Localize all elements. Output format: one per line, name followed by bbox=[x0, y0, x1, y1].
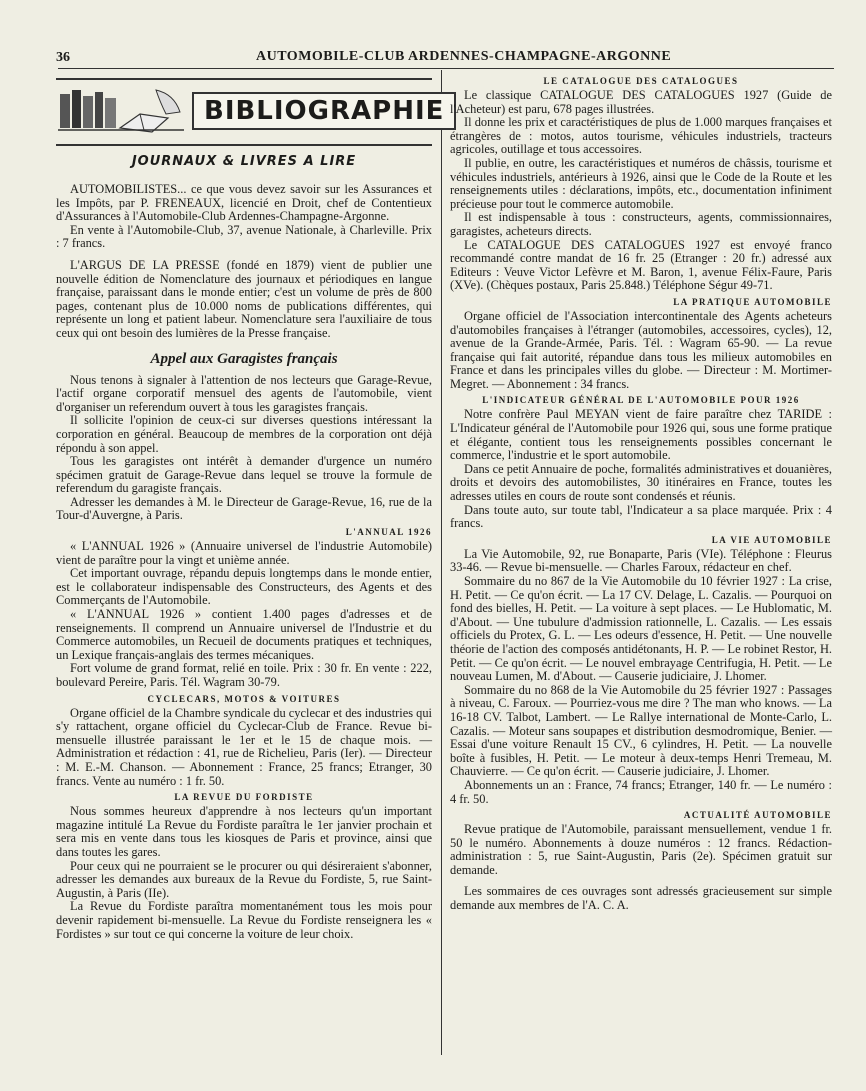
article-paragraph: Organe officiel de la Chambre syndicale du cyclecar et des industries qui s'y rattachent, organe officiel du Cyclecar-Club de France. Revue bi-mensuelle illustrée paraissant le 1er et le 15 de chaque mois. — Administration et rédaction : 41, rue de Richelieu, Paris (Ier). — Directeur : M. E.-M. Chanson. — Abonnement : France, 25 francs; Etranger, 30 francs. Vente au numéro : 1 fr. 50. bbox=[56, 705, 432, 788]
article-paragraph: Il sollicite l'opinion de ceux-ci sur diverses questions intéressant la corporation en général. Beaucoup de membres de la corporation ont déjà répondu à son appel. bbox=[56, 413, 432, 455]
article-paragraph: La Revue du Fordiste paraîtra momentanément tous les mois pour devenir rapidement bi-mensuelle. La Revue du Fordiste renseignera les « Fordistes » sur tout ce qui concerne la voiture de leur choix. bbox=[56, 899, 432, 941]
article-paragraph: Tous les garagistes ont intérêt à demander d'urgence un numéro spécimen gratuit de Garage-Revue dans lequel se trouve la formule de referendum du garagiste français. bbox=[56, 454, 432, 496]
article-paragraph: Il donne les prix et caractéristiques de plus de 1.000 marques françaises et étrangères de : motos, autos tourisme, véhicules industriels, tracteurs agricoles, outillage et tous accessoires. bbox=[450, 115, 832, 157]
article-paragraph: Notre confrère Paul MEYAN vient de faire paraître chez TARIDE : L'Indicateur général de l'Automobile pour 1926 qui, sous une forme pratique et élégante, contient tous les renseignements possibles concernant le commerce, l'industrie et le sport automobile. bbox=[450, 407, 832, 463]
article-paragraph: Dans ce petit Annuaire de poche, formalités administratives et douanières, droits et devoirs des automobilistes, 30 itinéraires en France, toutes les adresses utiles en cours de route sont condensés et réunis. bbox=[450, 461, 832, 504]
article-paragraph: Il publie, en outre, les caractéristiques et numéros de châssis, tourisme et véhicules industriels, antérieurs à 1926, ainsi que le Code de la Route et les renseignements utiles : déclarations, impôts, etc., documentation infiniment précieuse pour tout le commerce automobile. bbox=[450, 155, 832, 211]
article-paragraph: Adresser les demandes à M. le Directeur de Garage-Revue, 16, rue de la Tour-d'Auvergne, à Paris. bbox=[56, 494, 432, 523]
article-paragraph: Nous sommes heureux d'apprendre à nos lecteurs qu'un important magazine intitulé La Revue du Fordiste paraîtra le 1er janvier prochain et sera mis en vente dans tous les kiosques de Paris et province, ainsi que dans toutes les gares. bbox=[56, 804, 432, 859]
column-divider bbox=[441, 70, 442, 1055]
article-paragraph: Nous tenons à signaler à l'attention de nos lecteurs que Garage-Revue, l'actif organe corporatif mensuel des agents de l'automobile, vient d'organiser un referendum ouvert à tous les garagistes français. bbox=[56, 372, 432, 414]
article-paragraph: Sommaire du no 867 de la Vie Automobile du 10 février 1927 : La crise, H. Petit. — Ce qu'on écrit. — La 17 CV. Delage, L. Cazalis. — Pourquoi on fond des bielles, H. Petit. — La voiture à sept places. — Le Hublomatic, M. d'About. — Une tubulure d'admission rationnelle, L. Cazalis. — Les essais officiels du Protex, G. L. — Les odeurs d'essence, H. Petit. — Une nouvelle théorie de l'action des composés antidétonants, H. P. — Le robinet Restor, H. Petit. — Ce qu'on écrit. — Le nouvel embrayage Centrifugia, H. Petit. — Le nouveau Lumen, M. d'About. — Causerie judiciaire, J. Lhomer. bbox=[450, 574, 832, 684]
bibliographie-title: BIBLIOGRAPHIE bbox=[192, 92, 456, 130]
section-heading: LA VIE AUTOMOBILE bbox=[711, 534, 832, 545]
article-paragraph: L'ARGUS DE LA PRESSE (fondé en 1879) vient de publier une nouvelle édition de Nomenclature des journaux et périodiques en langue française, paraissant dans le monde entier; c'est un volume de près de 800 pages, contenant plus de 10.000 noms de publications différentes, qui représente un long et patient labeur. Nomenclature sera l'auxiliaire de tous ceux qui ont besoin des lumières de la Presse française. bbox=[56, 257, 432, 340]
article-paragraph: « L'ANNUAL 1926 » contient 1.400 pages d'adresses et de renseignements. Il comprend un Annuaire universel de l'Industrie et du Commerce automobiles, un Recueil de documents pratiques et techniques, un Lexique français-anglais des termes mécaniques. bbox=[56, 607, 432, 662]
books-quill-illustration bbox=[56, 84, 186, 138]
article-paragraph: Sommaire du no 868 de la Vie Automobile du 25 février 1927 : Passages à niveau, C. Faroux. — Pourriez-vous me dire ? The man who knows. — La 16-18 CV. Talbot, Lambert. — Le Rallye international de Monte-Carlo, L. Cazalis. — Moteur sans soupapes et distribution desmodromique, Benier. — Essai d'une voiture Renault 15 CV., 6 cylindres, H. Petit. — La nouvelle boîte à fusibles, H. Petit. — Le moteur à deux-temps Henri Tremeau, M. Chauvierre. — Ce qu'on écrit. — Causerie judiciaire, J. Lhomer. bbox=[450, 682, 832, 779]
article-paragraph: Revue pratique de l'Automobile, paraissant mensuellement, vendue 1 fr. 50 le numéro. Abonnements à douze numéros : 12 francs. Rédaction-administration : 5, rue Saint-Augustin, Paris (2e). Spécimen gratuit sur demande. bbox=[450, 822, 832, 877]
article-paragraph: Dans toute auto, sur toute tabl, l'Indicateur a sa place marquée. Prix : 4 francs. bbox=[450, 502, 832, 531]
section-subtitle: JOURNAUX & LIVRES A LIRE bbox=[131, 154, 357, 169]
section-heading: ACTUALITÉ AUTOMOBILE bbox=[683, 810, 832, 821]
article-paragraph: La Vie Automobile, 92, rue Bonaparte, Paris (VIe). Téléphone : Fleurus 33-46. — Revue bi-mensuelle. — Charles Faroux, rédacteur en chef. bbox=[450, 546, 832, 575]
article-paragraph: Pour ceux qui ne pourraient se le procurer ou qui désireraient s'abonner, adresser les demandes aux bureaux de la Revue du Fordiste, 5, rue Saint-Augustin, à Paris (IIe). bbox=[56, 858, 432, 900]
section-heading: LE CATALOGUE DES CATALOGUES bbox=[543, 76, 739, 86]
article-paragraph: Il est indispensable à tous : constructeurs, agents, commissionnaires, garagistes, acheteurs directs. bbox=[450, 210, 832, 238]
article-paragraph: Organe officiel de l'Association intercontinentale des Agents acheteurs d'automobiles françaises à l'étranger (automobiles, accessoires, cycles), 12, avenue de la Grande-Armée, Paris. Tél. : Wagram 65-90. — La revue française qui fait autorité, répandue dans tous les milieux automobiles en France et dans les principales villes du globe. — Directeur : M. Mortimer-Megret. — Abonnement : 34 francs. bbox=[450, 308, 832, 391]
section-heading: LA PRATIQUE AUTOMOBILE bbox=[673, 296, 832, 307]
article-paragraph: Fort volume de grand format, relié en toile. Prix : 30 fr. En vente : 222, boulevard Pereire, Paris. Tél. Wagram 30-79. bbox=[56, 661, 432, 689]
page-header bbox=[46, 48, 826, 68]
article-paragraph: Le classique CATALOGUE DES CATALOGUES 1927 (Guide de l'Acheteur) est paru, 678 pages illustrées. bbox=[450, 88, 832, 116]
header-rule bbox=[58, 68, 834, 69]
section-heading: L'ANNUAL 1926 bbox=[345, 527, 432, 538]
article-paragraph: AUTOMOBILISTES... ce que vous devez savoir sur les Assurances et les Impôts, par P. FRENEAUX, licencié en Droit, chef de Contentieux d'Assurances à l'Automobile-Club Ardennes-Champagne-Argonne. bbox=[56, 182, 432, 224]
article-paragraph: Cet important ouvrage, répandu depuis longtemps dans le monde entier, est le collaborateur indispensable des Constructeurs, des Agents et des Commerçants de l'Automobile. bbox=[56, 566, 432, 608]
running-title: AUTOMOBILE-CLUB ARDENNES-CHAMPAGNE-ARGONNE bbox=[256, 49, 672, 64]
section-heading: CYCLECARS, MOTOS & VOITURES bbox=[147, 693, 341, 704]
article-paragraph: Abonnements un an : France, 74 francs; Etranger, 140 fr. — Le numéro : 4 fr. 50. bbox=[450, 777, 832, 806]
left-column bbox=[56, 78, 445, 941]
article-paragraph: En vente à l'Automobile-Club, 37, avenue Nationale, à Charleville. Prix : 7 francs. bbox=[56, 222, 432, 251]
bibliographie-banner bbox=[56, 78, 445, 146]
article-paragraph: Les sommaires de ces ouvrages sont adressés gracieusement sur simple demande aux membres de l'A. C. A. bbox=[450, 884, 832, 913]
section-heading: L'INDICATEUR GÉNÉRAL DE L'AUTOMOBILE POUR 1926 bbox=[482, 395, 800, 406]
right-column bbox=[450, 72, 832, 913]
article-paragraph: « L'ANNUAL 1926 » (Annuaire universel de l'industrie Automobile) vient de paraître pour la vingt et unième année. bbox=[56, 539, 432, 567]
page-number: 36 bbox=[56, 50, 70, 65]
section-heading: LA REVUE DU FORDISTE bbox=[174, 792, 314, 803]
article-paragraph: Le CATALOGUE DES CATALOGUES 1927 est envoyé franco recommandé contre mandat de 16 fr. 25 (Etranger : 20 fr.) adressé aux Editeurs : Veuve Victor Lefèvre et M. Baron, 1, avenue Félix-Faure, Paris (XVe). (Chèques postaux, Paris 25.848.) Téléphone Ségur 49-71. bbox=[450, 237, 832, 293]
appel-heading: Appel aux Garagistes français bbox=[150, 350, 338, 367]
